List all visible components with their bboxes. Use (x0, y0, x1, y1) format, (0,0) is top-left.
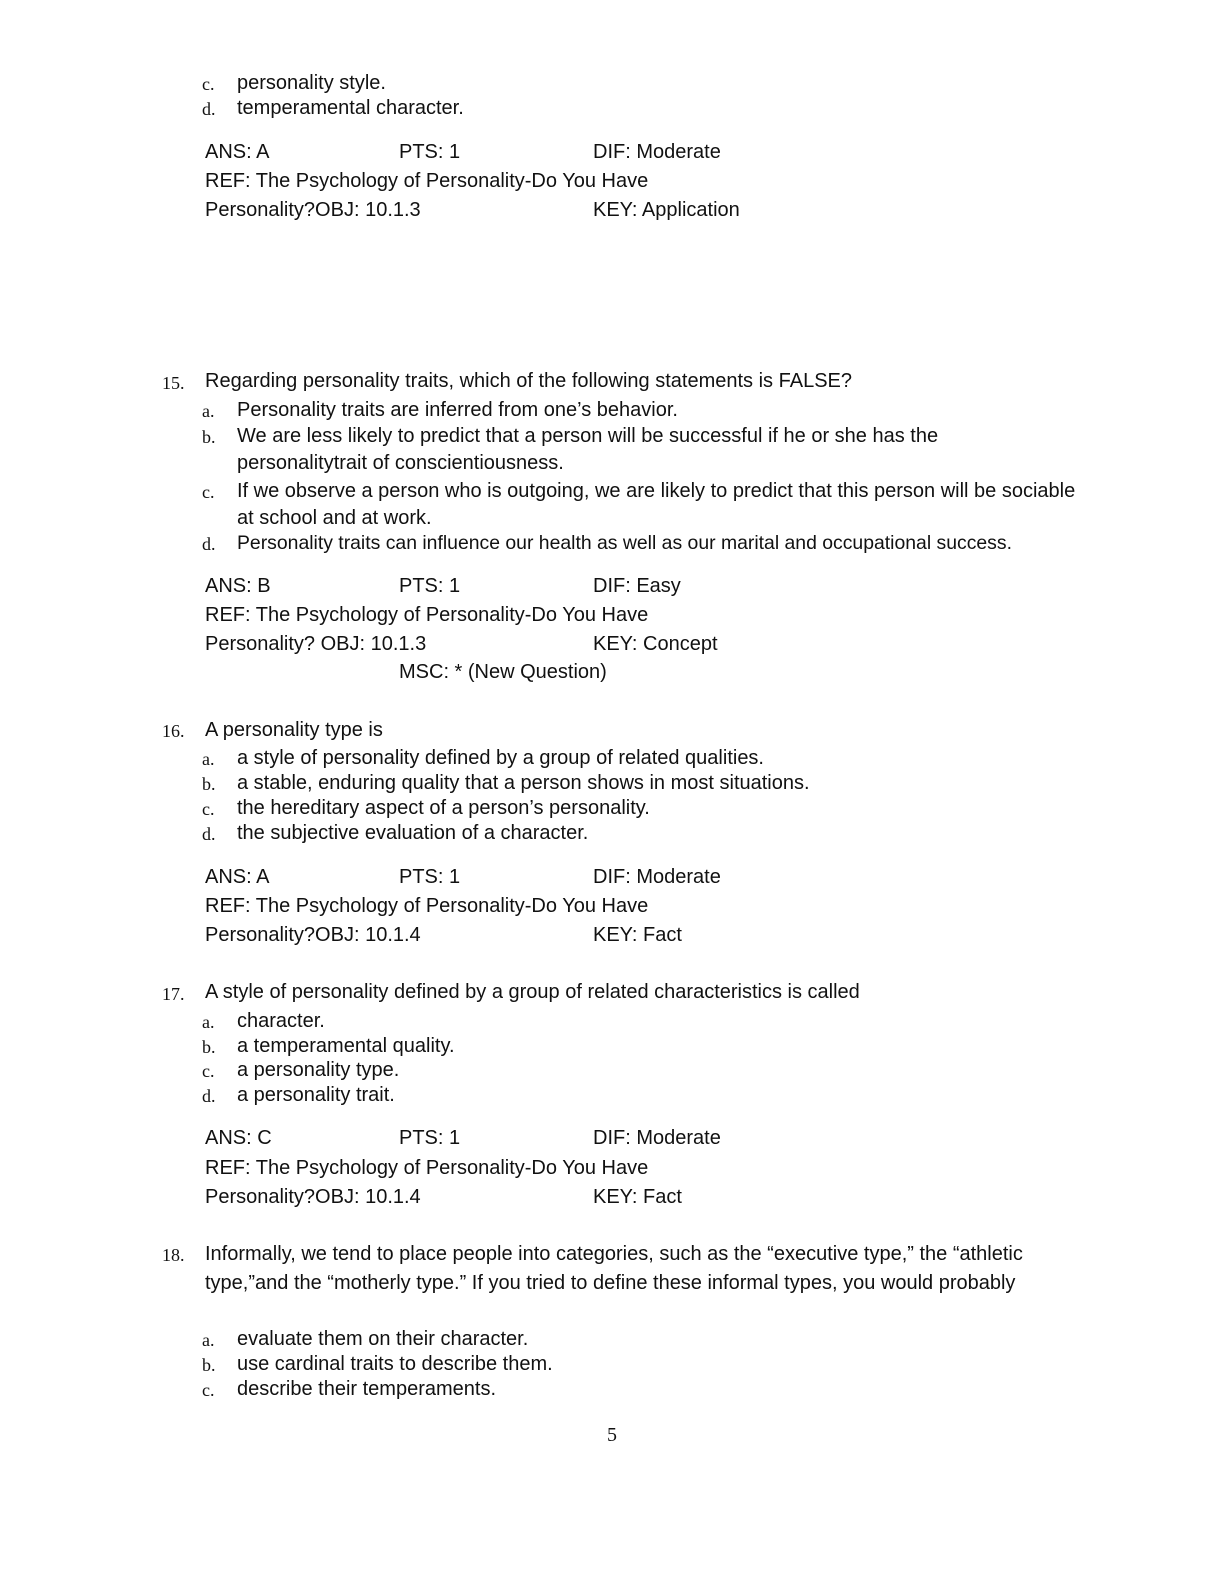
question-stem: A personality type is (205, 719, 383, 741)
reference-label: REF: The Psychology of Personality-Do You Have (205, 604, 649, 626)
option-letter: c. (202, 799, 215, 819)
points-label: PTS: 1 (399, 1127, 461, 1149)
difficulty-label: DIF: Moderate (593, 141, 721, 163)
reference-label: REF: The Psychology of Personality-Do You Have (205, 170, 649, 192)
option-text: If we observe a person who is outgoing, we are likely to predict that this person will be sociable at school and at work. (237, 480, 1081, 529)
question-number: 17. (162, 984, 185, 1004)
option-letter: c. (202, 1380, 215, 1400)
option-text: a style of personality defined by a group of related qualities. (237, 747, 764, 769)
points-label: PTS: 1 (399, 866, 461, 888)
reference-label: REF: The Psychology of Personality-Do You Have (205, 1157, 649, 1179)
option-d (0, 820, 1224, 846)
option-d (0, 1082, 1224, 1108)
option-text: a temperamental quality. (237, 1035, 455, 1057)
answer-label: ANS: B (205, 575, 271, 597)
option-c (0, 795, 1224, 821)
difficulty-label: DIF: Moderate (593, 1127, 721, 1149)
option-letter: a. (202, 401, 215, 421)
option-text: use cardinal traits to describe them. (237, 1353, 553, 1375)
option-d (0, 95, 1224, 121)
option-text: a personality trait. (237, 1084, 395, 1106)
option-a (0, 745, 1224, 771)
option-letter: d. (202, 99, 216, 119)
option-letter: a. (202, 1330, 215, 1350)
points-label: PTS: 1 (399, 575, 461, 597)
option-text: We are less likely to predict that a person will be successful if he or she has the personalitytrait of conscientiousness. (237, 425, 944, 474)
option-b (0, 1351, 1224, 1377)
question-number: 15. (162, 373, 185, 393)
option-c (0, 70, 1224, 96)
question-stem: Informally, we tend to place people into categories, such as the “executive type,” the “athletic type,”and the “motherly type.” If you tried to define these informal types, you would probably (205, 1243, 1023, 1294)
option-text: the subjective evaluation of a character. (237, 822, 589, 844)
objective-label: Personality?OBJ: 10.1.4 (205, 924, 421, 946)
option-c (0, 478, 1224, 529)
option-letter: c. (202, 482, 215, 502)
option-letter: d. (202, 824, 216, 844)
question-stem: A style of personality defined by a group of related characteristics is called (205, 981, 860, 1003)
option-letter: a. (202, 1012, 215, 1032)
option-letter: b. (202, 774, 216, 794)
option-a (0, 1326, 1224, 1352)
key-label: KEY: Fact (593, 924, 682, 946)
option-letter: d. (202, 534, 216, 554)
option-b (0, 770, 1224, 796)
key-label: KEY: Fact (593, 1186, 682, 1208)
option-text: describe their temperaments. (237, 1378, 497, 1400)
option-text: personality style. (237, 72, 386, 94)
option-d (0, 530, 1224, 556)
reference-label: REF: The Psychology of Personality-Do You Have (205, 895, 649, 917)
option-letter: c. (202, 74, 215, 94)
difficulty-label: DIF: Moderate (593, 866, 721, 888)
objective-label: Personality?OBJ: 10.1.3 (205, 199, 421, 221)
option-letter: b. (202, 427, 216, 447)
option-text: temperamental character. (237, 97, 464, 119)
option-letter: b. (202, 1037, 216, 1057)
misc-label: MSC: * (New Question) (399, 661, 607, 683)
option-text: Personality traits can influence our health as well as our marital and occupational success. (237, 532, 1012, 554)
option-c (0, 1376, 1224, 1402)
difficulty-label: DIF: Easy (593, 575, 681, 597)
option-a (0, 1008, 1224, 1034)
question-number: 16. (162, 721, 185, 741)
option-text: Personality traits are inferred from one’s behavior. (237, 399, 678, 421)
option-a (0, 397, 1224, 423)
option-text: a stable, enduring quality that a person shows in most situations. (237, 772, 810, 794)
points-label: PTS: 1 (399, 141, 461, 163)
option-letter: d. (202, 1086, 216, 1106)
option-c (0, 1057, 1224, 1083)
question-number: 18. (162, 1245, 185, 1265)
answer-label: ANS: A (205, 866, 270, 888)
objective-label: Personality?OBJ: 10.1.4 (205, 1186, 421, 1208)
option-b (0, 1033, 1224, 1059)
option-text: a personality type. (237, 1059, 400, 1081)
option-letter: c. (202, 1061, 215, 1081)
objective-label: Personality? OBJ: 10.1.3 (205, 633, 427, 655)
option-text: evaluate them on their character. (237, 1328, 529, 1350)
page-number: 5 (607, 1424, 617, 1446)
option-text: character. (237, 1010, 325, 1032)
option-letter: a. (202, 749, 215, 769)
question-stem: Regarding personality traits, which of the following statements is FALSE? (205, 370, 852, 392)
option-text: the hereditary aspect of a person’s personality. (237, 797, 650, 819)
answer-label: ANS: C (205, 1127, 272, 1149)
key-label: KEY: Application (593, 199, 740, 221)
key-label: KEY: Concept (593, 633, 718, 655)
answer-label: ANS: A (205, 141, 270, 163)
option-letter: b. (202, 1355, 216, 1375)
option-b (0, 423, 1224, 474)
